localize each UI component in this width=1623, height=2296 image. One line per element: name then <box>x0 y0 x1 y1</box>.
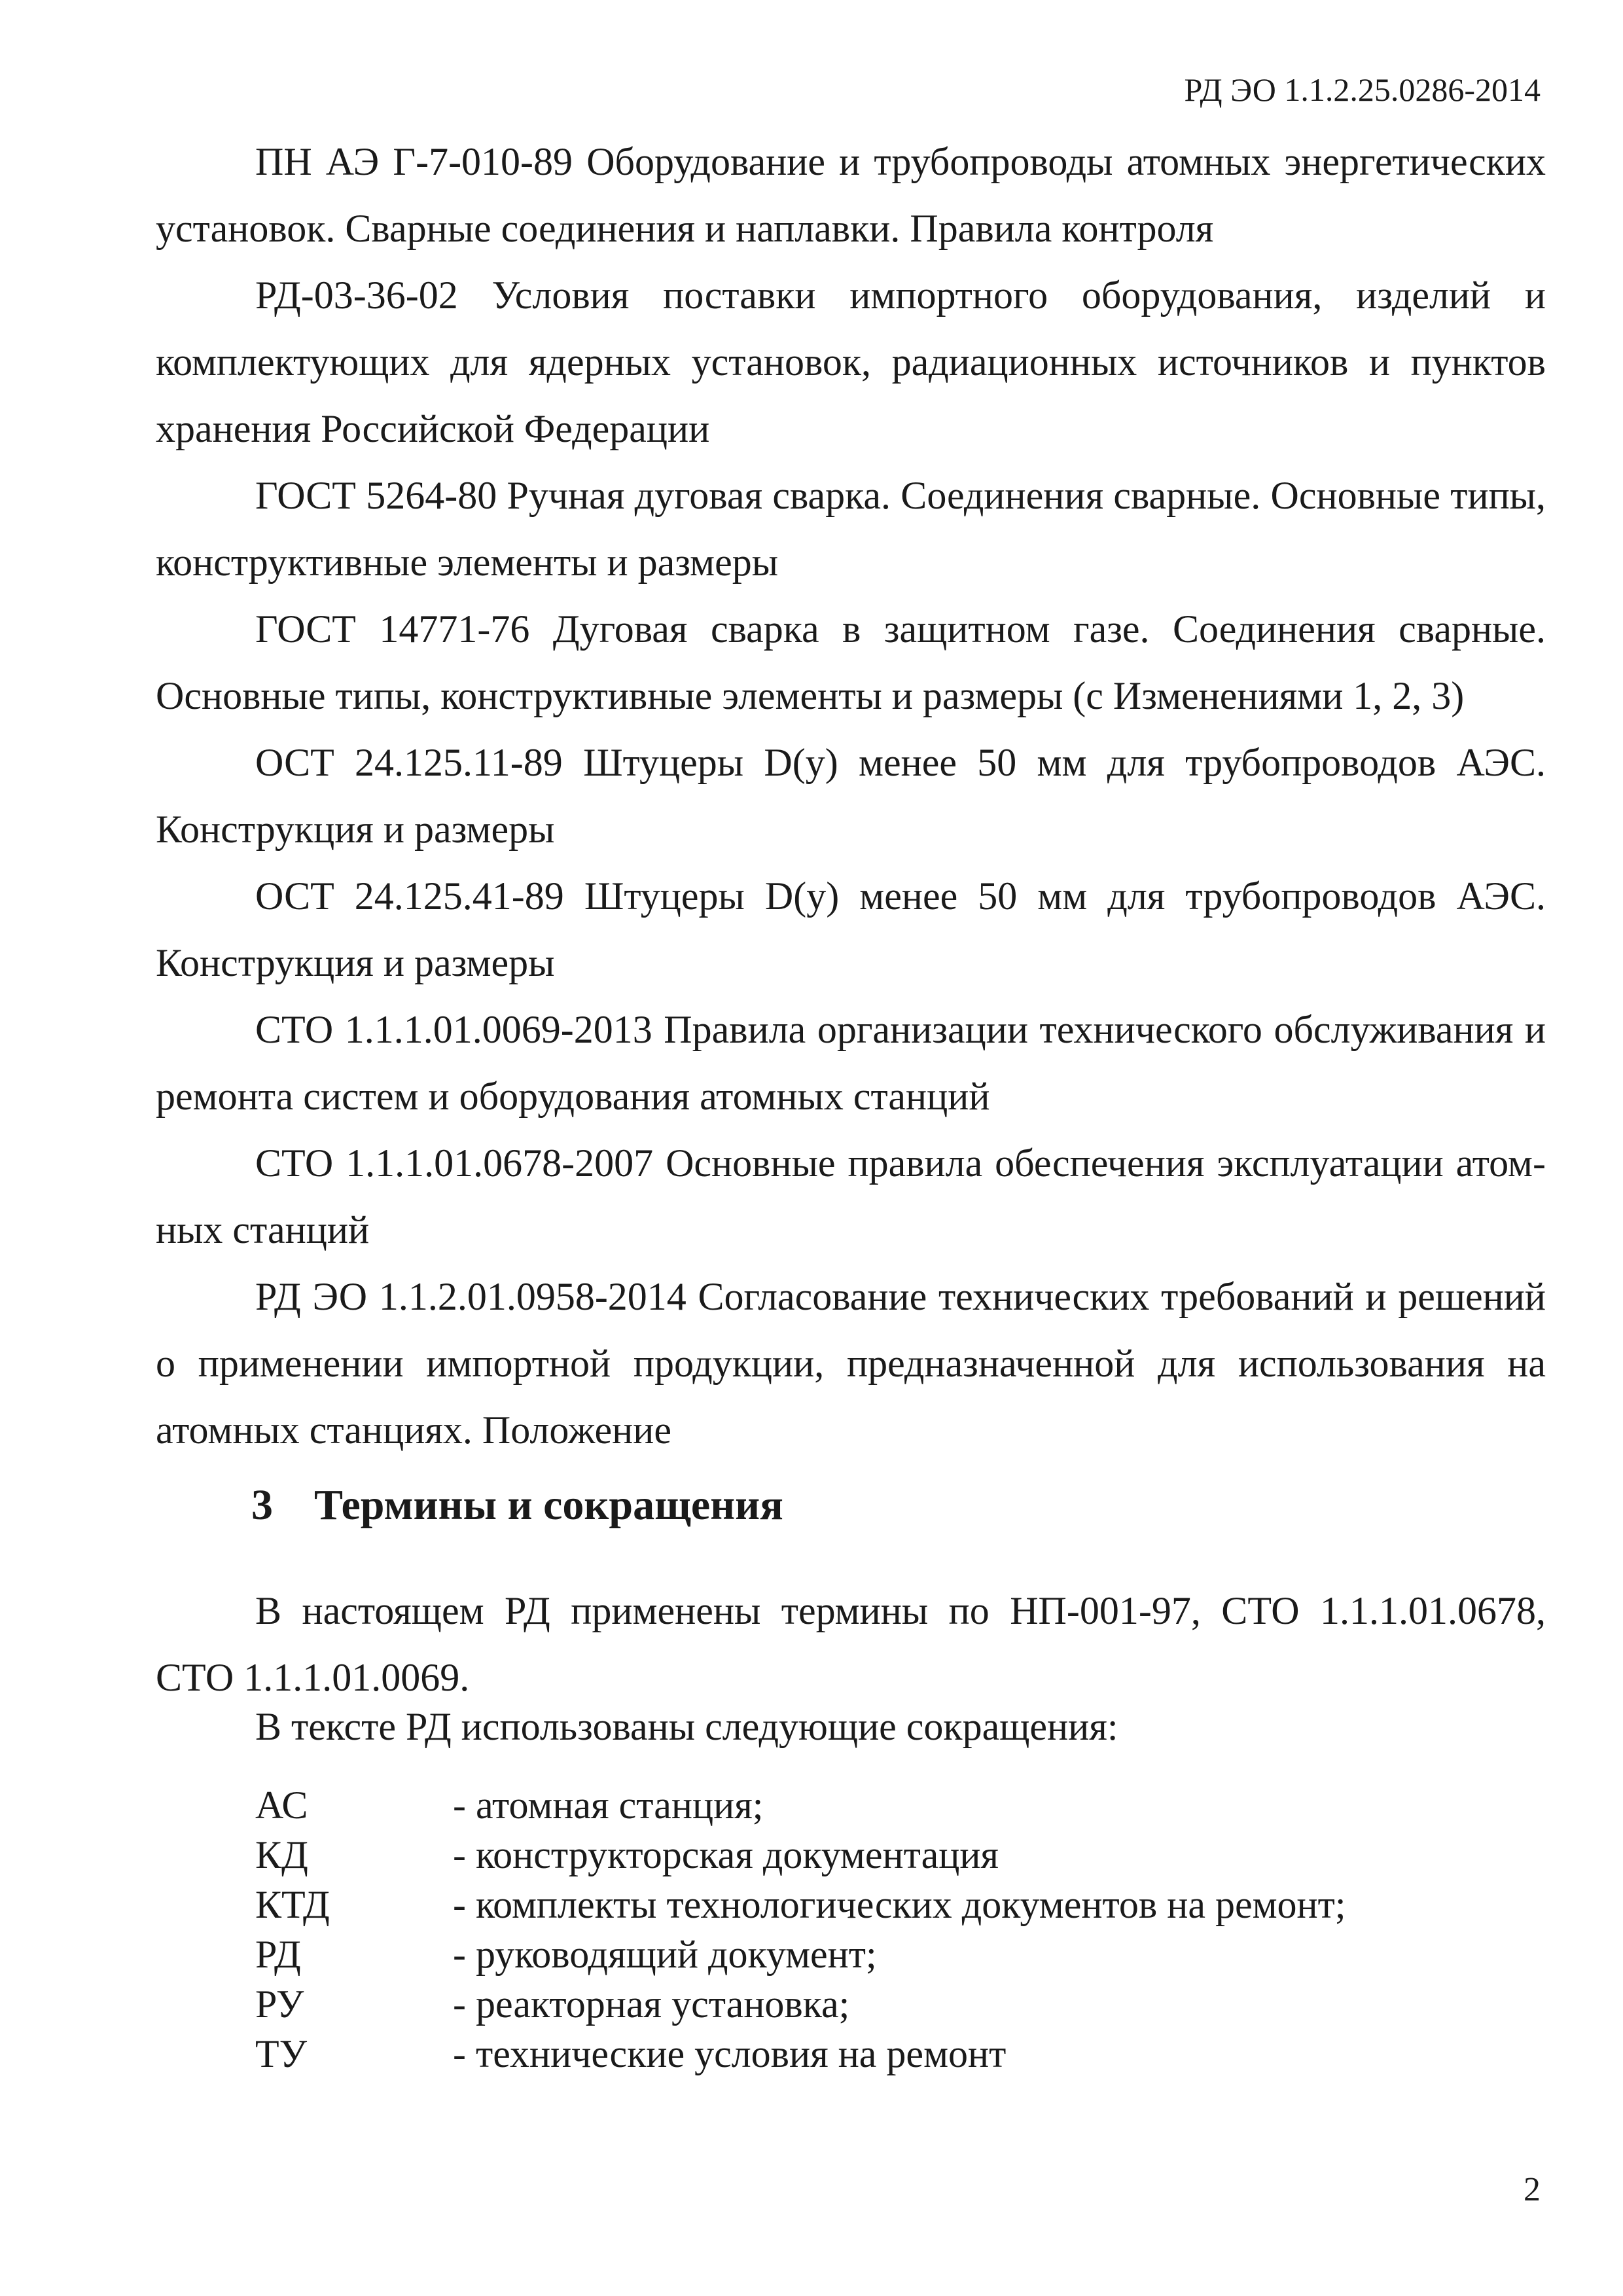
reference-item: ОСТ 24.125.41-89 Штуцеры D(у) менее 50 мм для трубопроводов АЭС. Конструкция и размеры <box>156 874 1546 984</box>
reference-item: СТО 1.1.1.01.0069-2013 Правила организации технического обслуживания и ремонта систем и оборудования атомных станций <box>156 1008 1546 1118</box>
abbreviation-row <box>255 1929 1346 1979</box>
abbreviation-definition: - комплекты технологических документов на ремонт; <box>453 1883 1346 1926</box>
abbreviations-list <box>255 1780 1346 2079</box>
abbreviation-row <box>255 1979 1346 2029</box>
terms-intro-paragraph: В настоящем РД применены термины по НП-001-97, СТО 1.1.1.01.0678, СТО 1.1.1.01.0069. <box>156 1589 1546 1699</box>
normative-references-list <box>156 128 1546 1463</box>
abbreviation-term: РД <box>255 1933 301 1976</box>
section-title-text: Термины и сокращения <box>314 1481 783 1529</box>
abbreviation-definition: - технические условия на ремонт <box>453 2032 1007 2075</box>
section-number: 3 <box>251 1481 273 1529</box>
reference-item: СТО 1.1.1.01.0678-2007 Основные правила обеспечения эксплуатации атомных станций <box>156 1141 1546 1251</box>
abbreviation-definition: - руководящий документ; <box>453 1933 877 1976</box>
abbreviation-row <box>255 1830 1346 1880</box>
abbreviation-row <box>255 1880 1346 1929</box>
abbreviation-term: АС <box>255 1784 308 1827</box>
abbreviations-lead: В тексте РД использованы следующие сокращения: <box>255 1705 1118 1748</box>
abbreviation-term: КД <box>255 1833 308 1876</box>
abbreviation-definition: - конструкторская документация <box>453 1833 999 1876</box>
abbreviation-row <box>255 1780 1346 1830</box>
abbreviation-term: ТУ <box>255 2032 308 2075</box>
abbreviation-definition: - атомная станция; <box>453 1784 764 1827</box>
abbreviation-row <box>255 2029 1346 2079</box>
abbreviation-term: КТД <box>255 1883 330 1926</box>
abbreviation-definition: - реакторная установка; <box>453 1982 850 2026</box>
reference-item: ГОСТ 5264-80 Ручная дуговая сварка. Соединения сварные. Основные типы, конструктивные элементы и размеры <box>156 474 1546 584</box>
reference-item: РД-03-36-02 Условия поставки импортного оборудования, изделий и комплектующих для ядерных установок, радиационных источников и пунктов хранения Российской Федерации <box>156 274 1546 450</box>
section-heading <box>251 1479 783 1531</box>
document-code-header: РД ЭО 1.1.2.25.0286-2014 <box>1184 71 1541 108</box>
reference-item: ПН АЭ Г-7-010-89 Оборудование и трубопроводы атомных энергетических установок. Сварные соединения и наплавки. Правила контроля <box>156 140 1546 250</box>
reference-item: РД ЭО 1.1.2.01.0958-2014 Согласование технических требований и решений о применении импортной продукции, предназначенной для использования на атомных станциях. Положение <box>156 1275 1546 1452</box>
abbreviation-term: РУ <box>255 1982 304 2026</box>
section-intro <box>156 1577 1546 1711</box>
reference-item: ОСТ 24.125.11-89 Штуцеры D(у) менее 50 мм для трубопроводов АЭС. Конструкция и размеры <box>156 741 1546 851</box>
reference-item: ГОСТ 14771-76 Дуговая сварка в защитном газе. Соединения сварные. Основные типы, конструктивные элементы и размеры (с Изменениями 1, 2, 3) <box>156 607 1546 717</box>
page-number: 2 <box>1524 2171 1541 2208</box>
